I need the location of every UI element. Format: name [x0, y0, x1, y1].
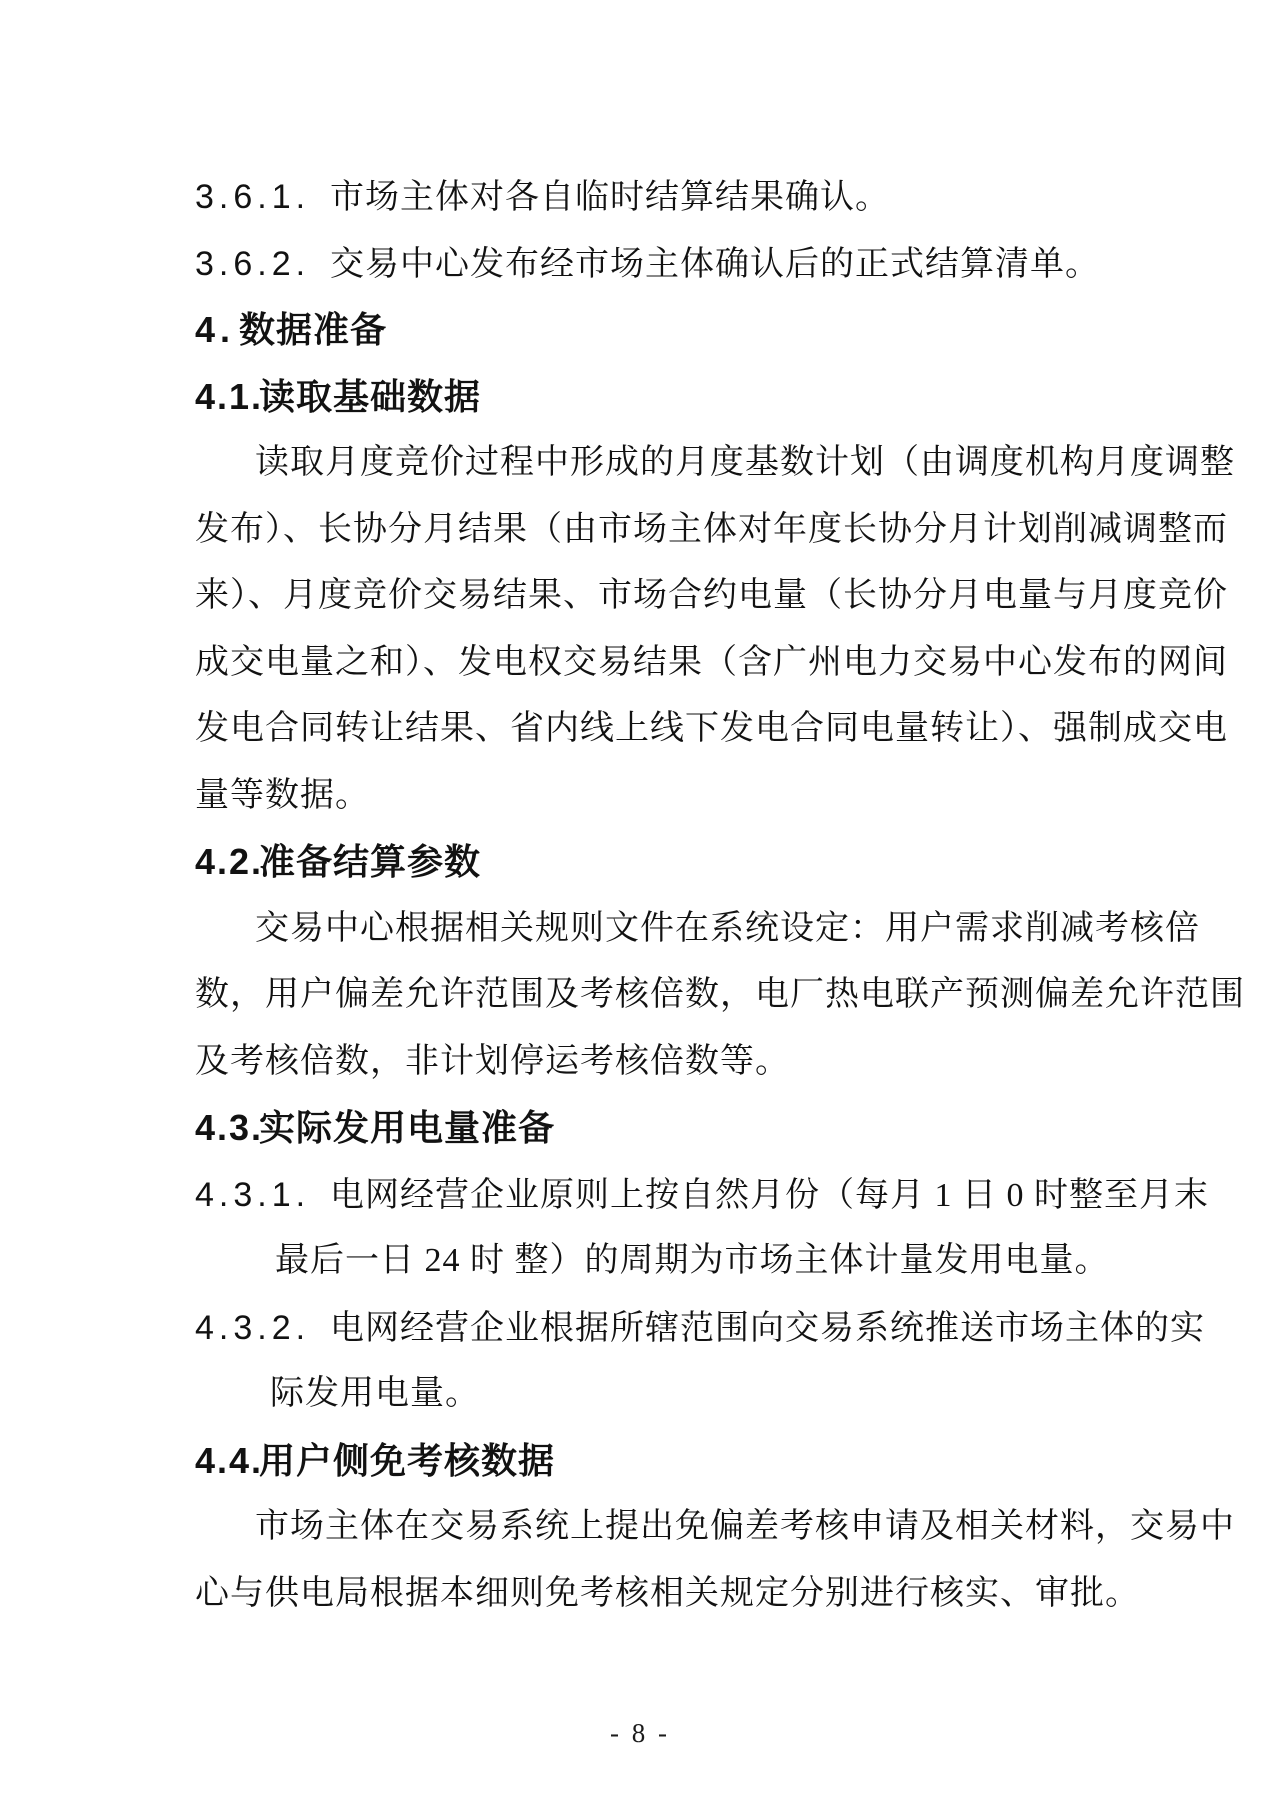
list-item-text: 电网经营企业原则上按自然月份（每月 1 日 0 时整至月末	[330, 1176, 1209, 1214]
heading-4-2	[195, 829, 1195, 896]
heading-title: 准备结算参数	[259, 842, 482, 882]
paragraph-line: 来）、月度竞价交易结果、市场合约电量（长协分月电量与月度竞价	[195, 577, 1228, 614]
paragraph-line: 发布）、长协分月结果（由市场主体对年度长协分月计划削减调整而	[195, 510, 1228, 548]
paragraph-line: 市场主体在交易系统上提出免偏差考核申请及相关材料，交易中	[255, 1508, 1235, 1545]
paragraph-line: 交易中心根据相关规则文件在系统设定：用户需求削减考核倍	[255, 909, 1200, 947]
paragraph-line: 心与供电局根据本细则免考核相关规定分别进行核实、审批。	[195, 1574, 1140, 1612]
paragraph-line: 及考核倍数，非计划停运考核倍数等。	[195, 1042, 790, 1080]
list-item-3-6-1	[195, 164, 1195, 231]
paragraph-line: 发电合同转让结果、省内线上线下发电合同电量转让）、强制成交电	[195, 710, 1228, 747]
heading-title: 读取基础数据	[259, 376, 482, 417]
heading-title: 数据准备	[239, 310, 388, 350]
paragraph-line: 读取月度竞价过程中形成的月度基数计划（由调度机构月度调整	[255, 444, 1235, 481]
heading-4-3	[195, 1095, 1195, 1162]
list-item-text: 市场主体对各自临时结算结果确认。	[330, 179, 890, 216]
list-item-text: 电网经营企业根据所辖范围向交易系统推送市场主体的实	[330, 1309, 1205, 1347]
list-item-number: 4.3.2.	[195, 1308, 311, 1347]
paragraph-line: 数，用户偏差允许范围及考核倍数，电厂热电联产预测偏差允许范围	[195, 976, 1245, 1013]
list-item-4-3-1	[195, 1162, 1209, 1229]
list-item-4-3-1-continuation: 最后一日 24 时 整）的周期为市场主体计量发用电量。	[275, 1242, 1110, 1279]
paragraph-line: 量等数据。	[195, 776, 370, 814]
heading-number: 4.2.	[195, 841, 264, 882]
heading-4	[195, 297, 1195, 364]
heading-title: 用户侧免考核数据	[259, 1440, 556, 1481]
document-body	[195, 164, 1245, 1627]
list-item-number: 4.3.1.	[195, 1175, 311, 1214]
heading-number: 4.4.	[195, 1439, 264, 1481]
heading-title: 实际发用电量准备	[259, 1108, 556, 1148]
page-number: - 8 -	[610, 1718, 670, 1748]
paragraph-line: 成交电量之和）、发电权交易结果（含广州电力交易中心发布的网间	[195, 643, 1228, 681]
heading-number: 4.1.	[195, 375, 264, 417]
list-item-text: 交易中心发布经市场主体确认后的正式结算清单。	[330, 245, 1100, 283]
list-item-number: 3.6.2.	[195, 244, 311, 283]
list-item-number: 3.6.1.	[195, 178, 311, 216]
list-item-4-3-2	[195, 1295, 1205, 1362]
list-item-4-3-2-continuation: 际发用电量。	[270, 1375, 480, 1412]
heading-number: 4.3.	[195, 1107, 264, 1148]
heading-4-4	[195, 1428, 1195, 1495]
heading-4-1	[195, 364, 1195, 431]
heading-number: 4.	[195, 309, 236, 350]
list-item-3-6-2	[195, 231, 1195, 298]
